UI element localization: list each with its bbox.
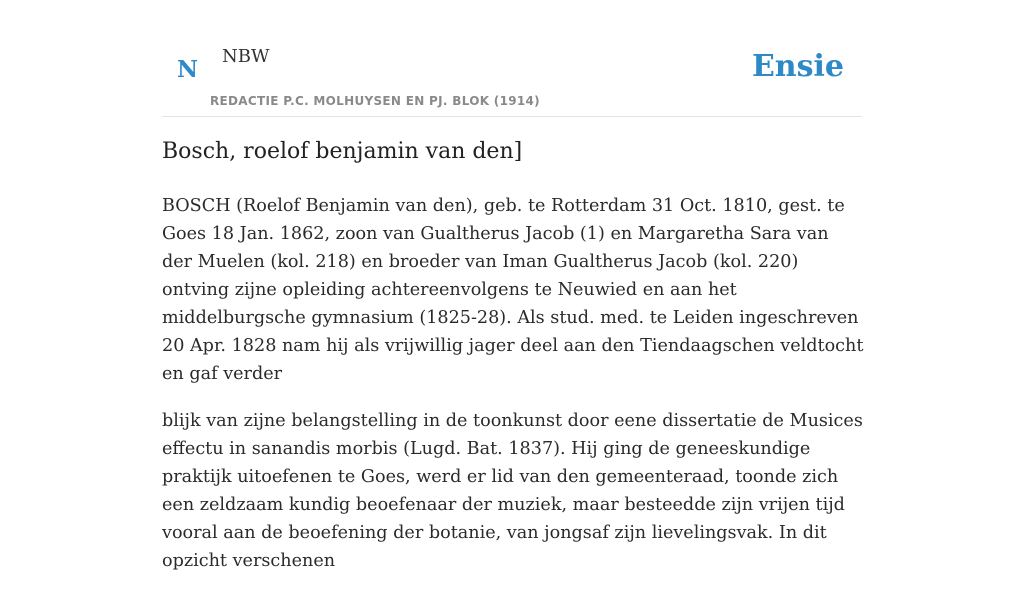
header — [162, 0, 862, 117]
article-paragraph: blijk van zijne belangstelling in de toonkunst door eene dissertatie de Musices effectu in sanandis morbis (Lugd. Bat. 1837). Hij ging de geneeskundige praktijk uitoefenen te Goes, werd er lid van den gemeenteraad, toonde zich een zeldzaam kundig beoefenaar der muziek, maar besteedde zijn vrijen tijd vooral aan de beoefening der botanie, van jongsaf zijn lievelingsvak. In dit opzicht verschenen — [162, 411, 863, 571]
source-logo[interactable]: N — [177, 56, 199, 83]
brand-logo-link[interactable]: Ensie — [751, 49, 844, 84]
article-title: Bosch, roelof benjamin van den] — [162, 139, 523, 164]
source-name: NBW — [222, 46, 270, 67]
article-paragraph: BOSCH (Roelof Benjamin van den), geb. te Rotterdam 31 Oct. 1810, gest. te Goes 18 Jan. 1862, zoon van Gualtherus Jacob (1) en Margaretha Sara van der Muelen (kol. 218) en broeder van Iman Gualtherus Jacob (kol. 220) ontving zijne opleiding achtereenvolgens te Neuwied en aan het middelburgsche gymnasium (1825-28). Als stud. med. te Leiden ingeschreven 20 Apr. 1828 nam hij als vrijwillig jager deel aan den Tiendaagschen veldtocht en gaf verder — [162, 196, 864, 384]
article-body — [162, 192, 864, 594]
source-subtitle: REDACTIE P.C. MOLHUYSEN EN PJ. BLOK (1914) — [210, 94, 540, 108]
